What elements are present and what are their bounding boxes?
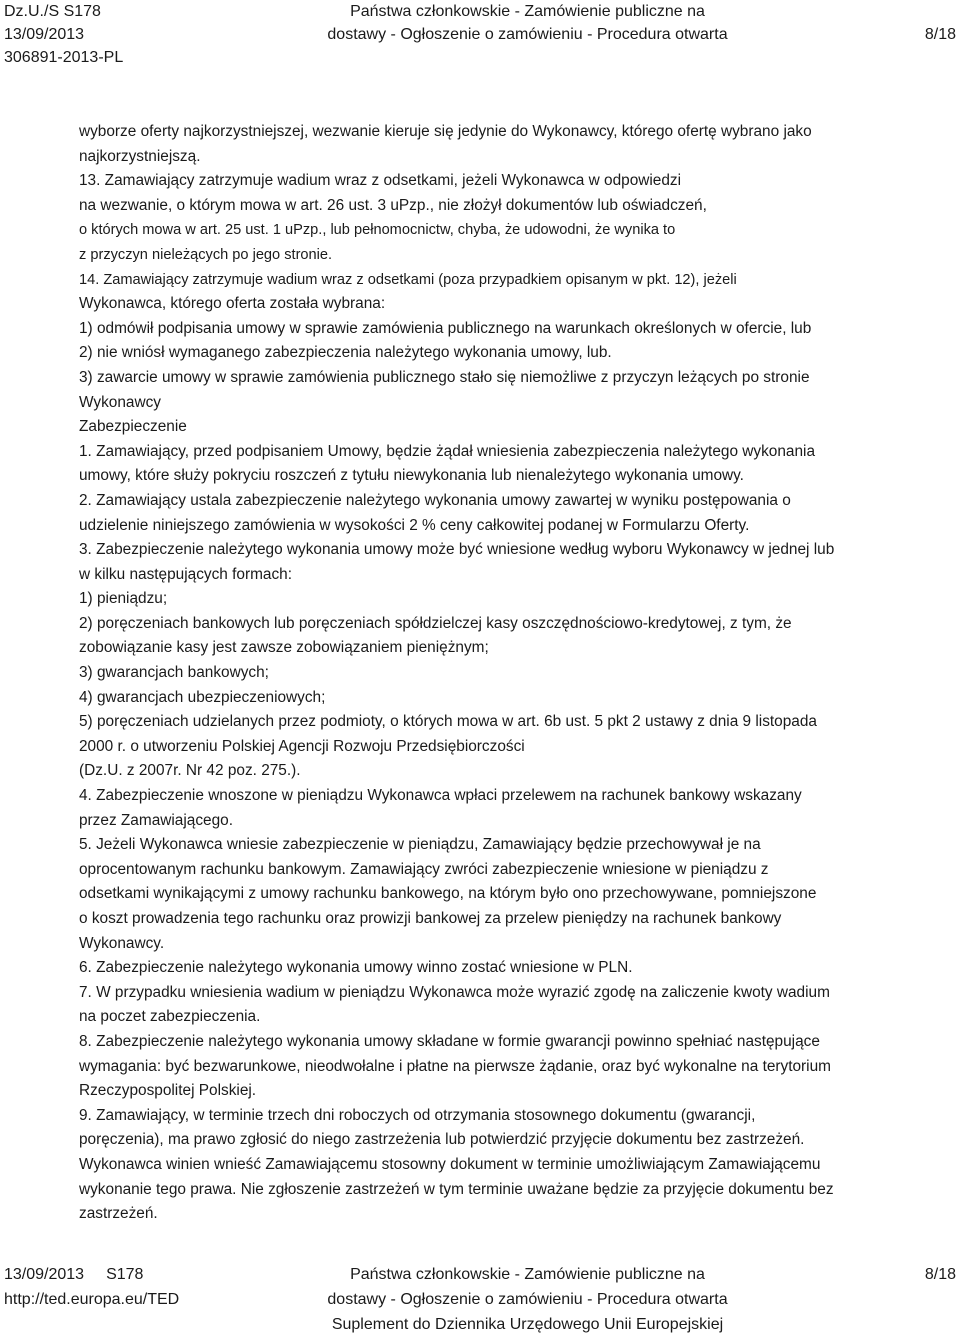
text-line: na wezwanie, o którym mowa w art. 26 ust. 3 uPzp., nie złożył dokumentów lub oświadczeń, xyxy=(79,196,707,214)
footer-url: http://ted.europa.eu/TED xyxy=(4,1291,180,1308)
footer-date: 13/09/2013 xyxy=(4,1266,85,1283)
text-line: 8. Zabezpieczenie należytego wykonania umowy składane w formie gwarancji powinno spełniać następujące xyxy=(79,1032,820,1050)
footer-series: S178 xyxy=(106,1266,144,1283)
document-body xyxy=(79,120,954,1227)
header-title xyxy=(0,0,960,46)
text-line: w kilku następujących formach: xyxy=(79,565,292,583)
notice-number: 306891-2013-PL xyxy=(4,49,124,66)
text-line: udzielenie niniejszego zamówienia w wysokości 2 % ceny całkowitej podanej w Formularzu Oferty. xyxy=(79,516,750,534)
text-line: Wykonawca winien wnieść Zamawiającemu stosowny dokument w terminie umożliwiającym Zamawiającemu xyxy=(79,1155,821,1173)
text-line: 7. W przypadku wniesienia wadium w pieniądzu Wykonawca może wyrazić zgodę na zaliczenie kwoty wadium xyxy=(79,983,830,1001)
text-line: zastrzeżeń. xyxy=(79,1205,158,1223)
text-line: Wykonawcy xyxy=(79,393,161,411)
journal-reference: Dz.U./S S178 xyxy=(4,3,101,20)
text-line: z przyczyn nieleżących po jego stronie. xyxy=(79,246,333,263)
text-line: Wykonawcy. xyxy=(79,934,165,952)
text-line: (Dz.U. z 2007r. Nr 42 poz. 275.). xyxy=(79,762,301,780)
text-line: 2. Zamawiający ustala zabezpieczenie należytego wykonania umowy zawartej w wyniku postępowania o xyxy=(79,491,791,509)
text-line: poręczenia), ma prawo zgłosić do niego zastrzeżenia lub potwierdzić przyjęcie dokumentu bez zastrzeżeń. xyxy=(79,1131,805,1149)
footer-supplement: Suplement do Dziennika Urzędowego Unii Europejskiej xyxy=(331,1316,724,1333)
text-line: Rzeczypospolitej Polskiej. xyxy=(79,1082,257,1100)
header-date: 13/09/2013 xyxy=(4,26,85,43)
text-line: 1. Zamawiający, przed podpisaniem Umowy, będzie żądał wniesienia zabezpieczenia należytego wykonania xyxy=(79,442,816,460)
text-line: 3. Zabezpieczenie należytego wykonania umowy może być wniesione według wyboru Wykonawcy w jednej lub xyxy=(79,541,835,559)
text-line: 3) gwarancjach bankowych; xyxy=(79,664,269,682)
page-footer xyxy=(0,1262,960,1334)
text-line: 4) gwarancjach ubezpieczeniowych; xyxy=(79,688,326,706)
text-line: najkorzystniejszą. xyxy=(79,147,201,165)
text-line: 5. Jeżeli Wykonawca wniesie zabezpieczenie w pieniądzu, Zamawiający będzie przechowywał je na xyxy=(79,836,761,854)
header-page-number: 8/18 xyxy=(924,26,956,43)
text-line: oprocentowanym rachunku bankowym. Zamawiający zwróci zabezpieczenie wniesione w pieniądzu z xyxy=(79,860,769,878)
text-line: 6. Zabezpieczenie należytego wykonania umowy winno zostać wniesione w PLN. xyxy=(79,959,633,977)
header-title-line-1: Państwa członkowskie - Zamówienie publiczne na xyxy=(350,3,705,20)
footer-page-number: 8/18 xyxy=(924,1266,956,1283)
text-line: przez Zamawiającego. xyxy=(79,811,233,829)
text-line: 5) poręczeniach udzielanych przez podmioty, o których mowa w art. 6b ust. 5 pkt 2 ustawy z dnia 9 listopada xyxy=(79,713,817,731)
text-line: odsetkami wynikającymi z umowy rachunku bankowego, na którym było ono przechowywane, pomniejszone xyxy=(79,885,817,903)
text-line: wykonanie tego prawa. Nie zgłoszenie zastrzeżeń w tym terminie uważane będzie za przyjęcie dokumentu bez xyxy=(79,1180,834,1198)
text-line: na poczet zabezpieczenia. xyxy=(79,1008,261,1026)
text-line: 4. Zabezpieczenie wnoszone w pieniądzu Wykonawca wpłaci przelewem na rachunek bankowy wskazany xyxy=(79,787,802,805)
text-line: wymagania: być bezwarunkowe, nieodwołalne i płatne na pierwsze żądanie, oraz być wykonalne na terytorium xyxy=(79,1057,831,1075)
footer-title-line-2: dostawy - Ogłoszenie o zamówieniu - Procedura otwarta xyxy=(327,1291,728,1308)
text-line: Zabezpieczenie xyxy=(79,418,187,436)
text-line: umowy, które służy pokryciu roszczeń z tytułu niewykonania lub nienależytego wykonania umowy. xyxy=(79,467,744,485)
page-header xyxy=(0,0,960,70)
text-line: 14. Zamawiający zatrzymuje wadium wraz z odsetkami (poza przypadkiem opisanym w pkt. 12), jeżeli xyxy=(79,271,737,288)
text-line: o których mowa w art. 25 ust. 1 uPzp., lub pełnomocnictw, chyba, że udowodni, że wynika to xyxy=(79,222,676,239)
text-line: wyborze oferty najkorzystniejszej, wezwanie kieruje się jedynie do Wykonawcy, którego ofertę wybrano jako xyxy=(79,123,812,140)
text-line: 2) nie wniósł wymaganego zabezpieczenia należytego wykonania umowy, lub. xyxy=(79,344,612,362)
text-line: 1) pieniądzu; xyxy=(79,590,168,608)
footer-title-line-1: Państwa członkowskie - Zamówienie publiczne na xyxy=(350,1266,705,1283)
text-line: Wykonawca, którego oferta została wybrana: xyxy=(79,295,386,313)
text-line: 1) odmówił podpisania umowy w sprawie zamówienia publicznego na warunkach określonych w ofercie, lub xyxy=(79,319,812,337)
footer-title xyxy=(0,1262,960,1337)
text-line: zobowiązanie kasy jest zawsze zobowiązaniem pieniężnym; xyxy=(79,639,489,657)
text-line: 2000 r. o utworzeniu Polskiej Agencji Rozwoju Przedsiębiorczości xyxy=(79,737,525,755)
text-line: 13. Zamawiający zatrzymuje wadium wraz z odsetkami, jeżeli Wykonawca w odpowiedzi xyxy=(79,172,682,190)
text-line: 3) zawarcie umowy w sprawie zamówienia publicznego stało się niemożliwe z przyczyn leżących po stronie xyxy=(79,368,810,386)
header-title-line-2: dostawy - Ogłoszenie o zamówieniu - Procedura otwarta xyxy=(327,26,728,43)
text-line: 2) poręczeniach bankowych lub poręczeniach spółdzielczej kasy oszczędnościowo-kredytowej, z tym, że xyxy=(79,614,792,632)
text-line: 9. Zamawiający, w terminie trzech dni roboczych od otrzymania stosownego dokumentu (gwarancji, xyxy=(79,1106,756,1124)
text-line: o koszt prowadzenia tego rachunku oraz prowizji bankowej za przelew pieniędzy na rachunek bankowy xyxy=(79,910,782,927)
